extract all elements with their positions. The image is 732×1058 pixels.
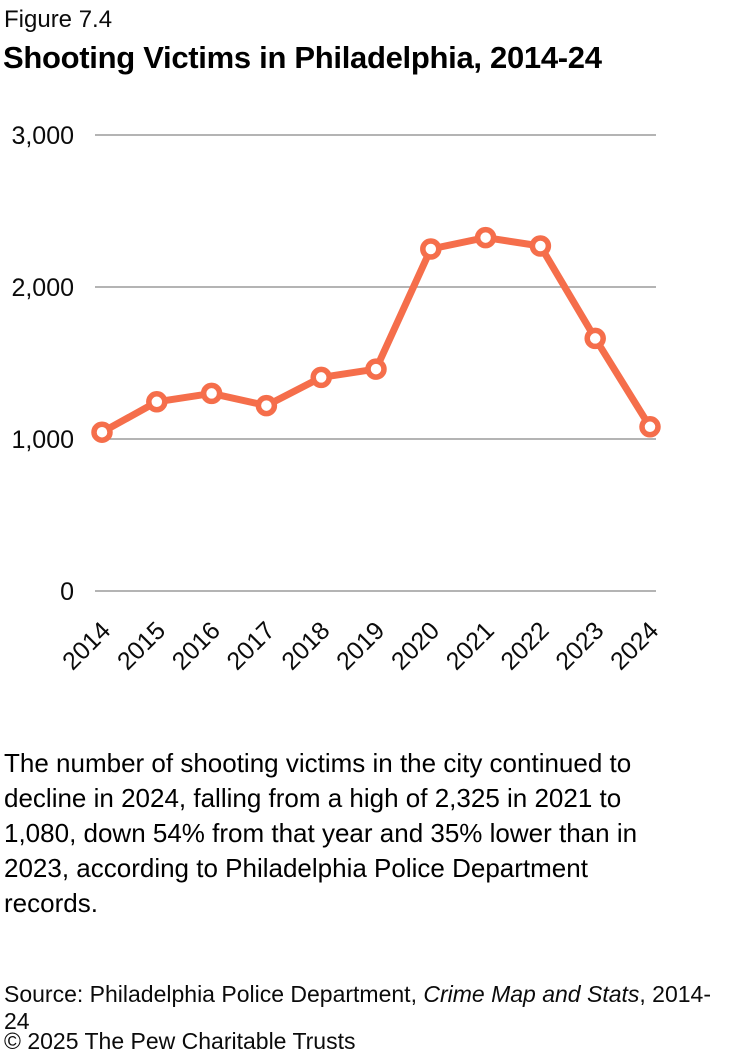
caption-line: decline in 2024, falling from a high of 2,325 in 2021 to <box>4 783 622 813</box>
data-point-2015 <box>149 394 165 410</box>
data-point-2018 <box>313 369 329 385</box>
caption-line: The number of shooting victims in the city continued to <box>4 748 632 778</box>
data-point-2020 <box>423 241 439 257</box>
source-line <box>4 981 732 1035</box>
data-point-2017 <box>258 398 274 414</box>
y-tick-label: 1,000 <box>11 426 74 454</box>
data-point-2021 <box>478 230 494 246</box>
x-tick-label-2016: 2016 <box>166 616 226 676</box>
page-title: Shooting Victims in Philadelphia, 2014-24 <box>3 40 602 75</box>
data-point-2024 <box>642 419 658 435</box>
data-point-2019 <box>368 361 384 377</box>
x-tick-label-2017: 2017 <box>221 616 281 676</box>
data-point-2023 <box>587 330 603 346</box>
data-point-2016 <box>204 385 220 401</box>
x-tick-label-2023: 2023 <box>550 616 610 676</box>
copyright-line: © 2025 The Pew Charitable Trusts <box>4 1028 356 1054</box>
caption-line: 2023, according to Philadelphia Police Department <box>4 853 588 883</box>
y-tick-label: 3,000 <box>11 122 74 150</box>
source-prefix: Source: Philadelphia Police Department, <box>4 981 424 1007</box>
chart-caption <box>4 746 726 921</box>
data-point-2014 <box>94 424 110 440</box>
x-tick-label-2015: 2015 <box>111 616 172 676</box>
x-tick-label-2019: 2019 <box>331 616 391 676</box>
y-tick-label: 2,000 <box>11 274 74 302</box>
caption-line: records. <box>4 888 98 918</box>
figure-label: Figure 7.4 <box>4 6 113 33</box>
x-tick-label-2014: 2014 <box>57 616 117 676</box>
caption-line: 1,080, down 54% from that year and 35% lower than in <box>4 818 638 848</box>
series-line <box>102 238 650 433</box>
x-tick-label-2020: 2020 <box>385 616 446 676</box>
x-tick-label-2021: 2021 <box>440 616 500 676</box>
data-point-2022 <box>532 238 548 254</box>
line-chart <box>0 105 732 705</box>
source-publication: Crime Map and Stats <box>423 981 640 1007</box>
y-tick-label: 0 <box>60 578 74 606</box>
x-tick-label-2018: 2018 <box>276 616 336 676</box>
x-tick-label-2022: 2022 <box>495 616 555 676</box>
source-suffix: , 2014-24 <box>4 981 711 1034</box>
x-tick-label-2024: 2024 <box>605 616 665 676</box>
